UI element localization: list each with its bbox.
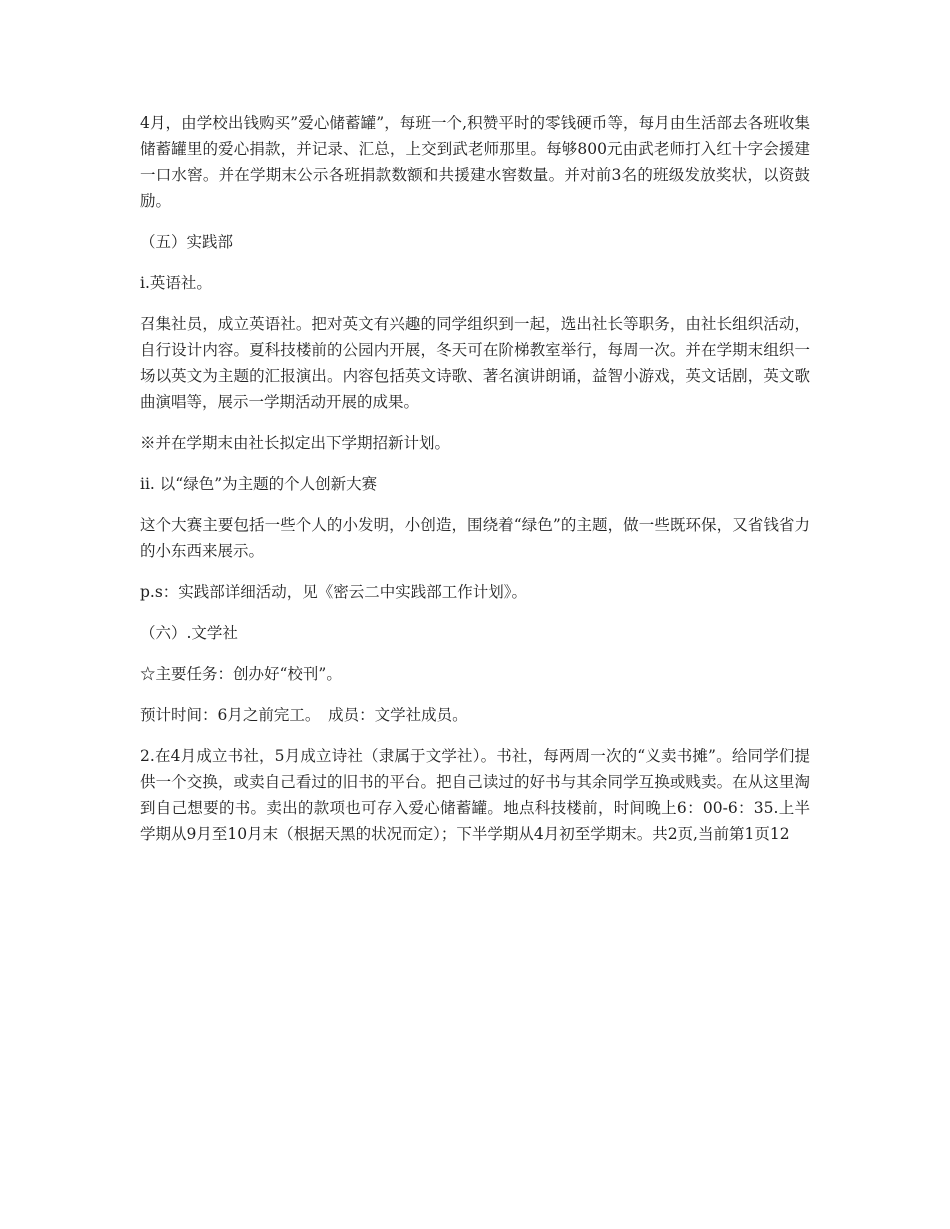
- paragraph-green-contest: 这个大赛主要包括一些个人的小发明，小创造，围绕着“绿色”的主题，做一些既环保，又省钱省力的小东西来展示。: [140, 516, 810, 560]
- paragraph-book-club: 2.在4月成立书社，5月成立诗社（隶属于文学社）。书社，每两周一次的“义卖书摊”。给同学们提供一个交换，或卖自己看过的旧书的平台。把自己读过的好书与其余同学互换或贱卖。在从这里淘到自己想要的书。卖出的款项也可存入爱心储蓄罐。地点科技楼前，时间晚上6：00-6：35.上半学期从9月至10月末（根据天黑的状况而定）；下半学期从4月初至学期末。共2页,当前第1页12: [140, 747, 810, 843]
- paragraph-recruitment-note: ※并在学期末由社长拟定出下学期招新计划。: [140, 434, 451, 452]
- document-page: [140, 110, 810, 862]
- subheading-english-club: i.英语社。: [140, 274, 212, 292]
- paragraph-english-club: 召集社员，成立英语社。把对英文有兴趣的同学组织到一起，选出社长等职务，由社长组织活动，自行设计内容。夏科技楼前的公园内开展，冬天可在阶梯教室举行，每周一次。并在学期末组织一场以英文为主题的汇报演出。内容包括英文诗歌、著名演讲朗诵，益智小游戏，英文话剧，英文歌曲演唱等，展示一学期活动开展的成果。: [140, 315, 810, 411]
- paragraph-savings-jar: 4月，由学校出钱购买”爱心储蓄罐”，每班一个,积赞平时的零钱硬币等，每月由生活部去各班收集储蓄罐里的爱心捐款，并记录、汇总，上交到武老师那里。每够800元由武老师打入红十字会援建一口水窖。并在学期末公示各班捐款数额和共援建水窖数量。并对前3名的班级发放奖状，以资鼓励。: [140, 114, 810, 210]
- section-heading-practice-dept: （五）实践部: [140, 233, 234, 251]
- paragraph-ps-note: p.s：实践部详细活动，见《密云二中实践部工作计划》。: [140, 583, 528, 601]
- paragraph-schedule-members: 预计时间：6月之前完工。 成员：文学社成员。: [140, 706, 468, 724]
- subheading-green-contest: ii. 以“绿色”为主题的个人创新大赛: [140, 475, 378, 493]
- paragraph-main-task: ☆主要任务：创办好“校刊”。: [140, 665, 342, 683]
- section-heading-literature-club: （六）.文学社: [140, 624, 238, 642]
